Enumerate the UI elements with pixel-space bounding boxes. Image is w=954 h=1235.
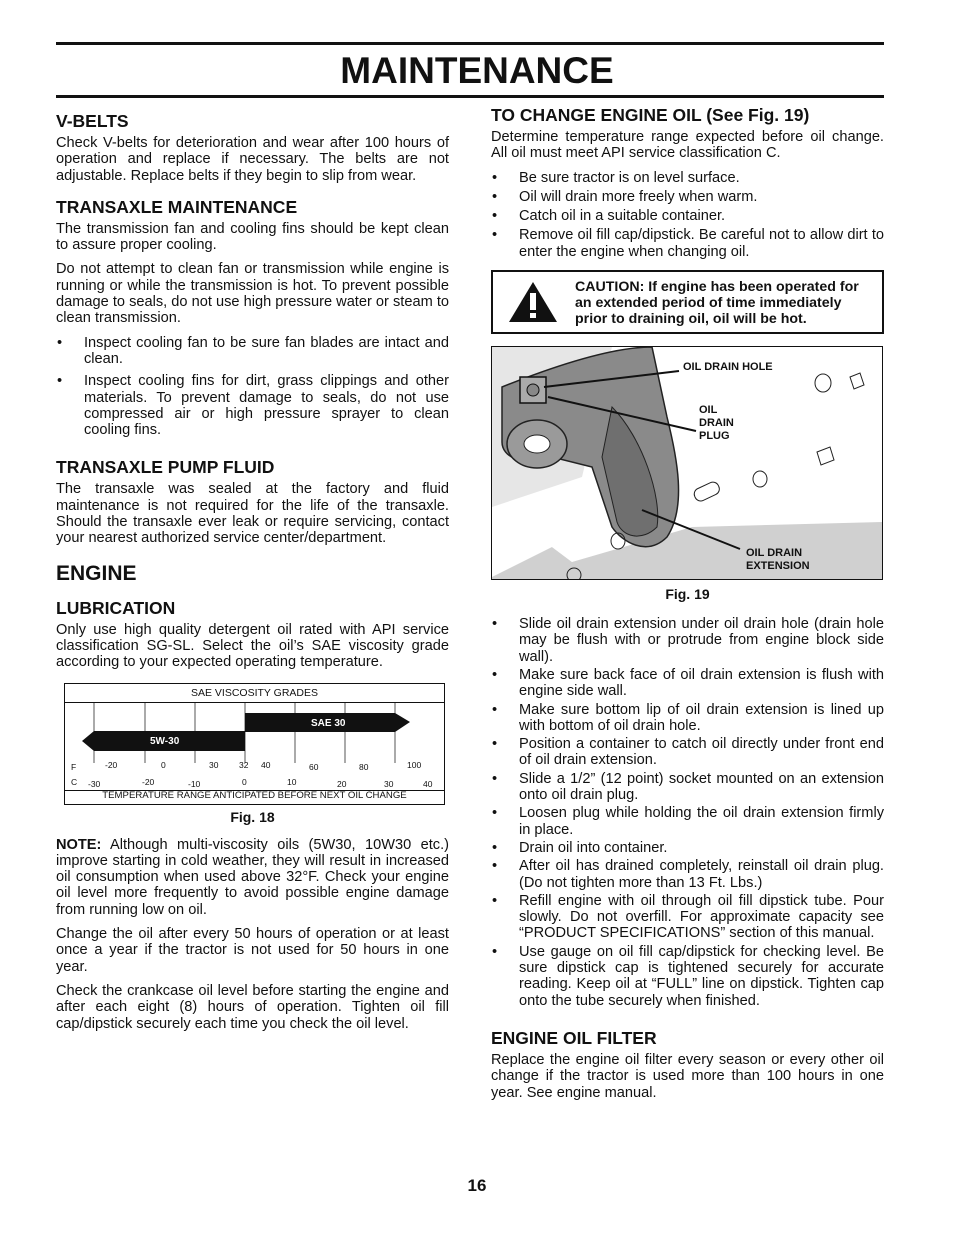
page-number: 16	[467, 1176, 487, 1195]
oil-drain-plug-label: OIL DRAIN PLUG	[699, 404, 734, 443]
oil-drain-illustration	[492, 347, 882, 579]
c-tick: 0	[242, 776, 247, 787]
list-item: • Slide a 1/2” (12 point) socket mounted on an extension onto oil drain plug.	[491, 771, 884, 804]
list-item: • Loosen plug while holding the oil drain extension firmly in place.	[491, 805, 884, 838]
fig19-caption: Fig. 19	[665, 586, 710, 603]
list-item: • Drain oil into container.	[491, 840, 884, 856]
f-tick: 30	[209, 759, 219, 770]
fig18-caption: Fig. 18	[230, 808, 275, 825]
list-item: • Catch oil in a suitable container.	[491, 208, 884, 224]
oil-drain-figure	[491, 346, 883, 580]
change-oil-bullets	[491, 170, 884, 260]
caution-text: CAUTION: If engine has been operated for an extended period of time immediately prior to draining oil, oil will be hot.	[575, 279, 859, 328]
list-item: • Use gauge on oil fill cap/dipstick for checking level. Be sure dipstick cap is tightened securely for accurate reading. Keep oil at “FULL” line on dipstick. Tighten cap onto the tube securely when finished.	[491, 944, 884, 1009]
note-paragraph	[56, 837, 449, 918]
list-item: • Make sure bottom lip of oil drain extension is lined up with bottom of oil drain hole.	[491, 702, 884, 735]
oil-drain-extension-label: OIL DRAIN EXTENSION	[746, 547, 810, 573]
f-tick: -20	[105, 759, 118, 770]
transaxle-maintenance-p1: The transmission fan and cooling fins should be kept clean to assure proper cooling.	[56, 220, 449, 254]
c-tick: -30	[88, 778, 101, 789]
list-item: • Inspect cooling fins for dirt, grass clippings and other materials. To prevent damage to seals, do not use compressed air or high pressure sprayer to clean cooling fins.	[56, 373, 449, 438]
f-tick: 60	[309, 761, 319, 772]
list-item: • Oil will drain more freely when warm.	[491, 189, 884, 205]
list-item: • Be sure tractor is on level surface.	[491, 170, 884, 186]
transaxle-bullets	[56, 335, 449, 439]
top-rule	[56, 42, 884, 45]
f-tick: 100	[407, 759, 422, 770]
oil-change-interval: Change the oil after every 50 hours of operation or at least once a year if the tractor is not used for 50 hours in one year.	[56, 926, 449, 975]
list-item: • Make sure back face of oil drain extension is flush with engine side wall.	[491, 667, 884, 700]
c-tick: 40	[423, 778, 433, 789]
transaxle-pump-heading: TRANSAXLE PUMP FLUID	[56, 457, 275, 478]
viscosity-chart	[64, 683, 445, 805]
c-tick: 30	[384, 778, 394, 789]
note-text: Although multi-viscosity oils (5W30, 10W30 etc.) improve starting in cold weather, they will result in increased oil consumption when used above 32°F. Check your engine oil level more frequently to avoid possible engine damage from running low on oil.	[56, 836, 449, 918]
transaxle-pump-text: The transaxle was sealed at the factory and fluid maintenance is not required for the life of the transaxle. Should the transaxle ever leak or require servicing, contact your nearest authorized service center/department.	[56, 481, 449, 547]
change-oil-text: Determine temperature range expected before oil change. All oil must meet API service classification C.	[491, 129, 884, 162]
oil-filter-heading: ENGINE OIL FILTER	[491, 1027, 657, 1048]
list-item: • Position a container to catch oil directly under front end of oil drain extension.	[491, 736, 884, 769]
oil-filter-text: Replace the engine oil filter every season or every other oil change if the tractor is used more than 100 hours in one year. See engine manual.	[491, 1051, 884, 1101]
list-item: • Refill engine with oil through oil fill dipstick tube. Pour slowly. Do not overfill. For approximate capacity see “PRODUCT SPECIFICATIONS” section of this manual.	[491, 893, 884, 942]
bar-5w30-label: 5W-30	[150, 735, 180, 747]
f-tick: 40	[261, 759, 271, 770]
list-item: • Remove oil fill cap/dipstick. Be careful not to allow dirt to enter the engine when changing oil.	[491, 227, 884, 260]
left-column	[56, 110, 449, 1040]
oil-change-steps	[491, 616, 884, 1009]
list-item: • Slide oil drain extension under oil drain hole (drain hole may be flush with or protrude from engine block side wall).	[491, 616, 884, 665]
c-scale-label: C	[71, 776, 78, 787]
note-label: NOTE:	[56, 836, 102, 853]
lubrication-heading: LUBRICATION	[56, 597, 176, 618]
oil-drain-hole-label: OIL DRAIN HOLE	[683, 361, 773, 374]
right-column	[491, 104, 884, 1109]
c-tick: 20	[337, 778, 347, 789]
lubrication-text: Only use high quality detergent oil rated with API service classification SG-SL. Select the oil’s SAE viscosity grade according to your expected operating temperature.	[56, 621, 449, 671]
list-item: • Inspect cooling fan to be sure fan blades are intact and clean.	[56, 335, 449, 368]
caution-box	[491, 270, 884, 334]
bar-sae30-label: SAE 30	[311, 717, 346, 729]
c-tick: -10	[188, 778, 201, 789]
vbelts-text: Check V-belts for deterioration and wear after 100 hours of operation and replace if necessary. The belts are not adjustable. Replace belts if they begin to slip from wear.	[56, 135, 449, 184]
transaxle-maintenance-p2: Do not attempt to clean fan or transmission while engine is running or while the transmission is hot. To prevent possible damage to seals, do not use high pressure water or steam to clean transmission.	[56, 261, 449, 327]
oil-check-interval: Check the crankcase oil level before starting the engine and after each eight (8) hours of operation. Tighten oil fill cap/dipstick securely each time you check the oil level.	[56, 982, 449, 1032]
c-tick: 10	[287, 776, 297, 787]
f-tick: 32	[239, 759, 249, 770]
f-tick: 0	[161, 759, 166, 770]
page-title: MAINTENANCE	[340, 50, 614, 91]
viscosity-bottom-label: TEMPERATURE RANGE ANTICIPATED BEFORE NEXT OIL CHANGE	[102, 789, 407, 801]
c-tick: -20	[142, 776, 155, 787]
engine-heading: ENGINE	[56, 561, 137, 585]
vbelts-heading: V-BELTS	[56, 111, 129, 131]
f-scale-label: F	[71, 761, 77, 772]
viscosity-grid	[65, 703, 444, 765]
change-oil-heading: TO CHANGE ENGINE OIL (See Fig. 19)	[491, 105, 810, 125]
title-rule	[56, 95, 884, 98]
viscosity-top-label: SAE VISCOSITY GRADES	[190, 686, 318, 699]
list-item: • After oil has drained completely, reinstall oil drain plug. (Do not tighten more than 13 Ft. Lbs.)	[491, 858, 884, 891]
f-tick: 80	[359, 761, 369, 772]
warning-icon	[507, 280, 559, 324]
transaxle-maintenance-heading: TRANSAXLE MAINTENANCE	[56, 196, 298, 217]
